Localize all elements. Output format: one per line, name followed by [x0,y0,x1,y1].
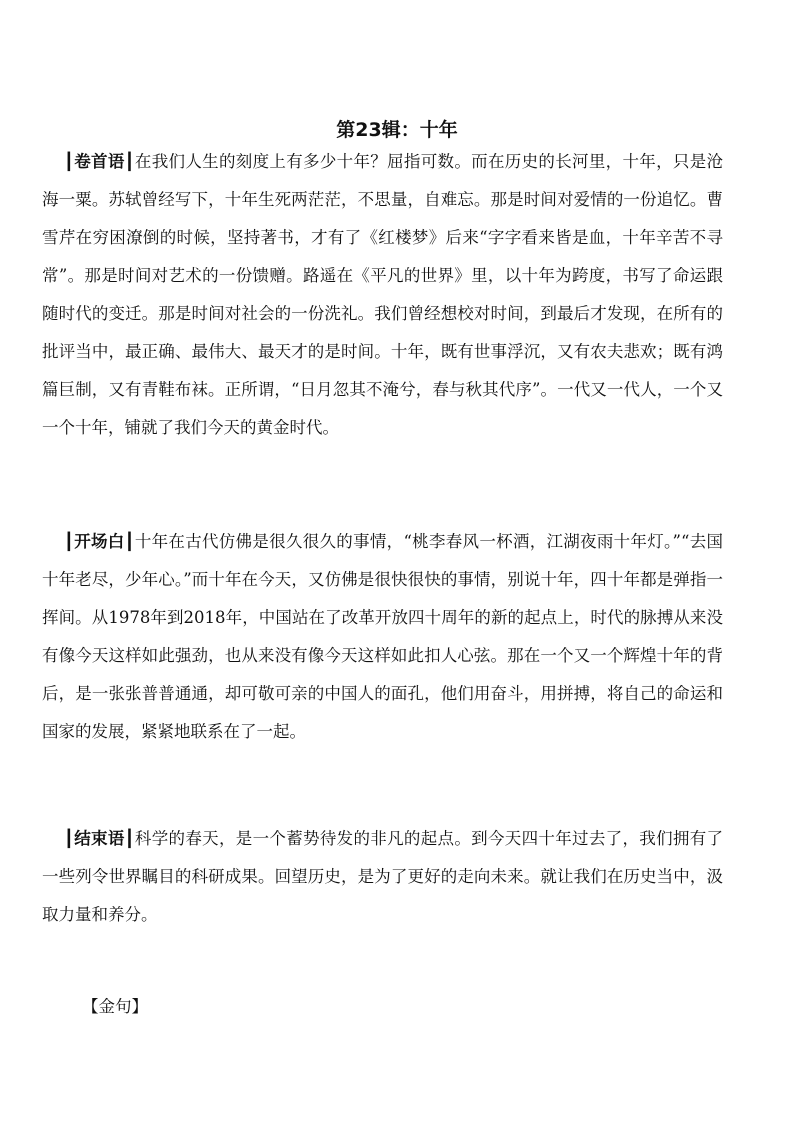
opening-paragraph [42,523,723,751]
opening-label: ┃开场白┃ [64,532,135,551]
closing-paragraph [42,820,723,934]
closing-label: ┃结束语┃ [64,829,135,848]
golden-quotes-heading: 【金句】 [82,997,148,1016]
preface-label: ┃卷首语┃ [64,152,135,171]
closing-text: 科学的春天，是一个蓄势待发的非凡的起点。到今天四十年过去了，我们拥有了一些列令世界瞩目的科研成果。回望历史，是为了更好的走向未来。就让我们在历史当中，汲取力量和养分。 [42,829,724,924]
document-title: 第23辑：十年 [336,119,458,141]
preface-paragraph [42,143,723,447]
opening-text: 十年在古代仿佛是很久很久的事情，“桃李春风一杯酒，江湖夜雨十年灯。”“去国十年老尽，少年心。”而十年在今天，又仿佛是很快很快的事情，别说十年，四十年都是弹指一挥间。从1978年到2018年，中国站在了改革开放四十周年的新的起点上，时代的脉搏从来没有像今天这样如此强劲，也从来没有像今天这样如此扣人心弦。那在一个又一个辉煌十年的背后，是一张张普普通通，却可敬可亲的中国人的面孔，他们用奋斗，用拼搏，将自己的命运和国家的发展，紧紧地联系在了一起。 [42,532,723,741]
preface-text: 在我们人生的刻度上有多少十年？屈指可数。而在历史的长河里，十年，只是沧海一粟。苏轼曾经写下，十年生死两茫茫，不思量，自难忘。那是时间对爱情的一份追忆。曹雪芹在穷困潦倒的时候，坚持著书，才有了《红楼梦》后来“字字看来皆是血，十年辛苦不寻常”。那是时间对艺术的一份馈赠。路遥在《平凡的世界》里，以十年为跨度，书写了命运跟随时代的变迁。那是时间对社会的一份洗礼。我们曾经想校对时间，到最后才发现，在所有的批评当中，最正确、最伟大、最天才的是时间。十年，既有世事浮沉，又有农夫悲欢；既有鸿篇巨制，又有青鞋布袜。正所谓，“日月忽其不淹兮，春与秋其代序”。一代又一代人，一个又一个十年，铺就了我们今天的黄金时代。 [42,152,724,437]
